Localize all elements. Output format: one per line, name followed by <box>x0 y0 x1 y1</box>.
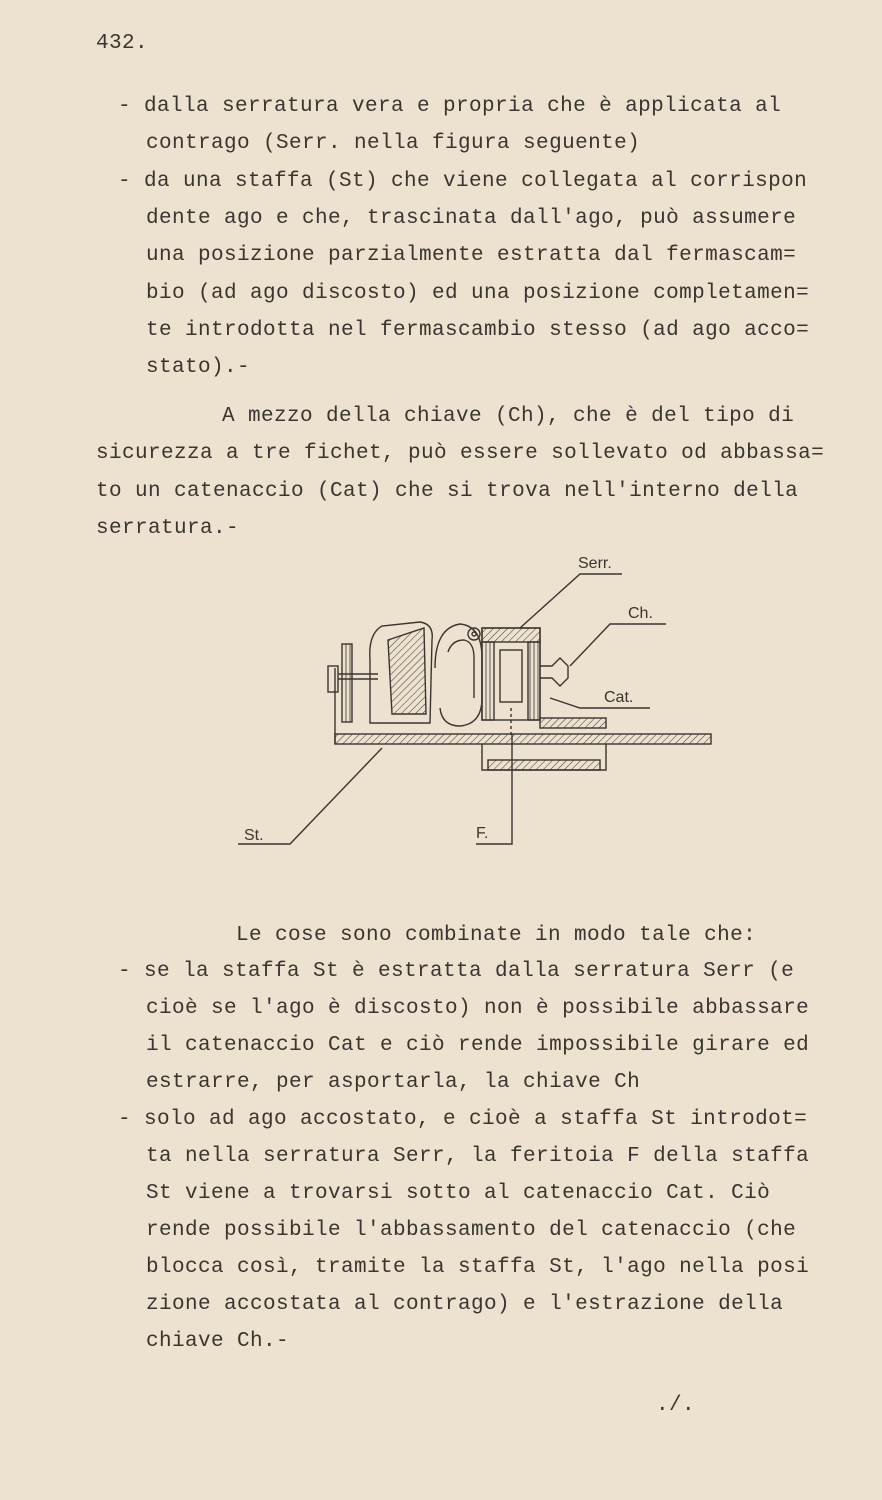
text-line: una posizione parzialmente estratta dal fermascam= <box>146 244 797 267</box>
text-line: estrarre, per asportarla, la chiave Ch <box>146 1071 641 1094</box>
text-line: rende possibile l'abbassamento del catenaccio (che <box>146 1219 797 1242</box>
text-line: cioè se l'ago è discosto) non è possibile abbassare <box>146 997 810 1020</box>
text-line: - solo ad ago accostato, e cioè a staffa St introdot= <box>118 1108 808 1131</box>
text-line: zione accostata al contrago) e l'estrazione della <box>146 1293 784 1316</box>
text-line: il catenaccio Cat e ciò rende impossibile girare ed <box>146 1034 810 1057</box>
label-st: St. <box>244 827 264 844</box>
label-cat: Cat. <box>604 689 634 706</box>
lock-diagram <box>220 548 740 858</box>
text-line: A mezzo della chiave (Ch), che è del tipo di <box>222 405 795 428</box>
label-f: F. <box>476 825 489 842</box>
label-serr: Serr. <box>578 555 612 572</box>
text-line: sicurezza a tre fichet, può essere sollevato od abbassa= <box>96 442 825 465</box>
text-line: te introdotta nel fermascambio stesso (ad ago acco= <box>146 319 810 342</box>
text-line: Le cose sono combinate in modo tale che: <box>236 924 757 947</box>
text-line: St viene a trovarsi sotto al catenaccio Cat. Ciò <box>146 1182 771 1205</box>
label-ch: Ch. <box>628 605 653 622</box>
text-line: to un catenaccio (Cat) che si trova nell'interno della <box>96 480 799 503</box>
text-line: dente ago e che, trascinata dall'ago, può assumere <box>146 207 797 230</box>
text-line: - se la staffa St è estratta dalla serratura Serr (e <box>118 960 795 983</box>
text-line: - da una staffa (St) che viene collegata al corrispon <box>118 170 808 193</box>
text-line: stato).- <box>146 356 251 379</box>
text-line: ta nella serratura Serr, la feritoia F della staffa <box>146 1145 810 1168</box>
text-line: contrago (Serr. nella figura seguente) <box>146 132 641 155</box>
text-line: chiave Ch.- <box>146 1330 290 1353</box>
text-line: serratura.- <box>96 517 240 540</box>
text-line: bio (ad ago discosto) ed una posizione completamen= <box>146 282 810 305</box>
text-line: blocca così, tramite la staffa St, l'ago nella posi <box>146 1256 810 1279</box>
text-line: - dalla serratura vera e propria che è applicata al <box>118 95 782 118</box>
page-number: 432. <box>96 32 149 55</box>
continuation-mark: ./. <box>656 1394 696 1417</box>
